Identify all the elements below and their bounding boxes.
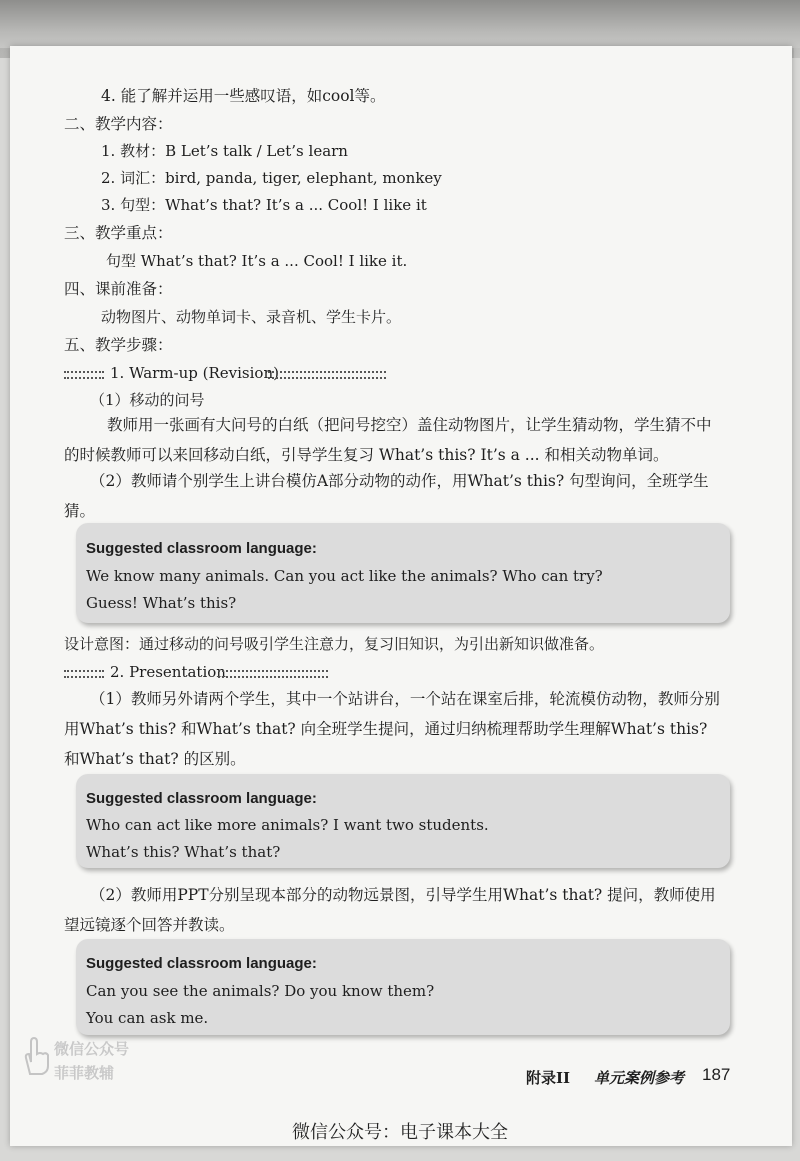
classroom-language-box-2 (76, 774, 730, 868)
box-3-sentence-1: Can you see the animals? Do you know them? (86, 982, 435, 1000)
step-divider-left (64, 371, 104, 379)
watermark-line-2: 菲菲教辅 (54, 1064, 115, 1082)
classroom-language-box-3 (76, 939, 730, 1035)
step-divider-right-2 (218, 670, 328, 678)
box-3-sentence-2: You can ask me. (86, 1009, 209, 1027)
step-1a-text: 教师用一张画有大问号的白纸（把问号挖空）盖住动物图片，让学生猜动物，学生猜不中的时候教师可以来回移动白纸，引导学生复习 What’s this? It’s a ... 和相关动物单词。 (64, 416, 712, 464)
watermark-stamp (20, 1030, 135, 1108)
box-1-title: Suggested classroom language: (86, 540, 317, 557)
content-item-2: 2. 词汇：bird, panda, tiger, elephant, monkey (101, 169, 442, 187)
step-2a-text: （1）教师另外请两个学生，其中一个站讲台，一个站在课室后排，轮流模仿动物，教师分别用What’s this? 和What’s that? 向全班学生提问，通过归纳梳理帮助学生理解What’s this? 和What’s that? 的区别。 (64, 690, 720, 768)
step-2-title: 2. Presentation (110, 663, 226, 681)
design-intent: 设计意图：通过移动的问号吸引学生注意力，复习旧知识，为引出新知识做准备。 (64, 635, 605, 653)
step-1-title: 1. Warm-up (Revision) (110, 364, 279, 382)
box-3-title: Suggested classroom language: (86, 955, 317, 972)
content-item-3: 3. 句型：What’s that? It’s a ... Cool! I like it (101, 196, 427, 214)
footer-chapter: 单元案例参考 (594, 1069, 685, 1087)
hand-pointer-icon (20, 1036, 52, 1076)
page-number: 187 (702, 1065, 731, 1084)
box-2-title: Suggested classroom language: (86, 790, 317, 807)
content-item-1: 1. 教材：B Let’s talk / Let’s learn (101, 142, 348, 160)
preparation-items: 动物图片、动物单词卡、录音机、学生卡片。 (101, 308, 402, 326)
watermark-line-1: 微信公众号 (54, 1040, 130, 1058)
classroom-language-box-1 (76, 523, 730, 623)
footer-section: 附录II (526, 1069, 571, 1087)
box-1-sentence-1: We know many animals. Can you act like the animals? Who can try? (86, 567, 603, 585)
box-1-sentence-2: Guess! What’s this? (86, 594, 237, 612)
objective-4: 4. 能了解并运用一些感叹语，如cool等。 (101, 87, 386, 105)
focus-pattern: 句型 What’s that? It’s a ... Cool! I like it. (106, 252, 408, 270)
step-2b-text: （2）教师用PPT分别呈现本部分的动物远景图，引导学生用What’s that? 提问，教师使用望远镜逐个回答并教读。 (64, 886, 716, 934)
section-heading-preparation: 四、课前准备： (64, 280, 173, 298)
box-2-sentence-2: What’s this? What’s that? (86, 843, 281, 861)
box-2-sentence-1: Who can act like more animals? I want two students. (86, 816, 489, 834)
step-divider-right (268, 371, 386, 379)
step-1b-text: （2）教师请个别学生上讲台模仿A部分动物的动作，用What’s this? 句型询问，全班学生猜。 (64, 472, 709, 520)
step-1a-title: （1）移动的问号 (90, 391, 205, 409)
step-divider-left-2 (64, 670, 104, 678)
section-heading-focus: 三、教学重点： (64, 224, 173, 242)
section-heading-steps: 五、教学步骤： (64, 336, 173, 354)
section-heading-content: 二、教学内容： (64, 115, 173, 133)
bottom-credit: 微信公众号：电子课本大全 (292, 1122, 508, 1143)
book-page (10, 46, 792, 1146)
